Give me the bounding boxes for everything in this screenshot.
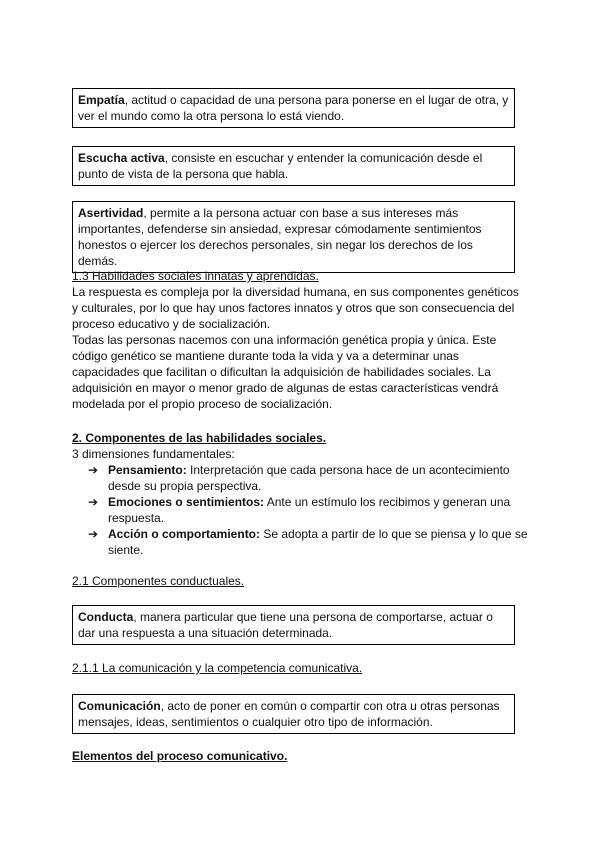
section-2-intro: 3 dimensiones fundamentales: — [72, 447, 235, 461]
arrow-bullet-icon: ➔ — [88, 527, 99, 541]
definition-box-empatia — [72, 88, 515, 128]
definition-asertividad: , permite a la persona actuar con base a sus intereses más importantes, defenderse sin ansiedad, expresar cómodamente sentimientos honestos o ejercer los derechos personales, sin negar los derechos de los demás. — [78, 206, 482, 268]
arrow-bullet-icon: ➔ — [88, 495, 99, 509]
section-2-title: 2. Componentes de las habilidades sociales. — [72, 431, 327, 445]
definition-escucha-activa: , consiste en escuchar y entender la comunicación desde el punto de vista de la persona que habla. — [78, 151, 483, 181]
list-item-accion — [72, 526, 528, 558]
definition-empatia: , actitud o capacidad de una persona para ponerse en el lugar de otra, y ver el mundo como la otra persona lo está viendo. — [78, 93, 509, 123]
definition-box-escucha-activa — [72, 146, 515, 186]
list-item-pensamiento — [72, 462, 528, 494]
list-item-emociones — [72, 494, 528, 526]
section-2-1-1-title: 2.1.1 La comunicación y la competencia comunicativa. — [72, 661, 363, 675]
bullet-text: Ante un estímulo los recibimos y generan una respuesta. — [108, 495, 511, 525]
section-1-3 — [72, 268, 528, 412]
arrow-bullet-icon: ➔ — [88, 463, 99, 477]
section-1-3-title: 1.3 Habilidades sociales innatas y aprendidas. — [72, 269, 319, 283]
term-conducta: Conducta — [78, 610, 134, 624]
section-1-3-paragraph-2: Todas las personas nacemos con una información genética propia y única. Este código genético se mantiene durante toda la vida y va a determinar unas capacidades que facilitan o dificultan la adquisición de habilidades sociales. La adquisición en mayor o menor grado de algunas de estas características vendrá modelada por el propio proceso de socialización. — [72, 333, 499, 411]
term-escucha-activa: Escucha activa — [78, 151, 165, 165]
section-1-3-paragraph-1: La respuesta es compleja por la diversidad humana, en sus componentes genéticos y culturales, por lo que hay unos factores innatos y otros que son consecuencia del proceso educativo y de socialización. — [72, 285, 519, 331]
definition-comunicacion: , acto de poner en común o compartir con otra u otras personas mensajes, ideas, sentimientos o cualquier otro tipo de información. — [78, 699, 500, 729]
definition-box-comunicacion — [72, 694, 515, 734]
bullet-term: Emociones o sentimientos: — [108, 495, 265, 509]
definition-box-asertividad — [72, 201, 515, 273]
definition-conducta: , manera particular que tiene una persona de comportarse, actuar o dar una respuesta a una situación determinada. — [78, 610, 493, 640]
term-comunicacion: Comunicación — [78, 699, 161, 713]
dimensions-list — [72, 462, 528, 558]
term-asertividad: Asertividad — [78, 206, 144, 220]
section-2-1-title: 2.1 Componentes conductuales. — [72, 574, 245, 588]
bullet-text: Interpretación que cada persona hace de un acontecimiento desde su propia perspectiva. — [108, 463, 510, 493]
section-elementos-title: Elementos del proceso comunicativo. — [72, 749, 288, 763]
bullet-term: Acción o comportamiento: — [108, 527, 261, 541]
bullet-term: Pensamiento: — [108, 463, 187, 477]
bullet-text: Se adopta a partir de lo que se piensa y lo que se siente. — [108, 527, 528, 557]
term-empatia: Empatía — [78, 93, 125, 107]
section-2 — [72, 430, 528, 558]
definition-box-conducta — [72, 605, 515, 645]
